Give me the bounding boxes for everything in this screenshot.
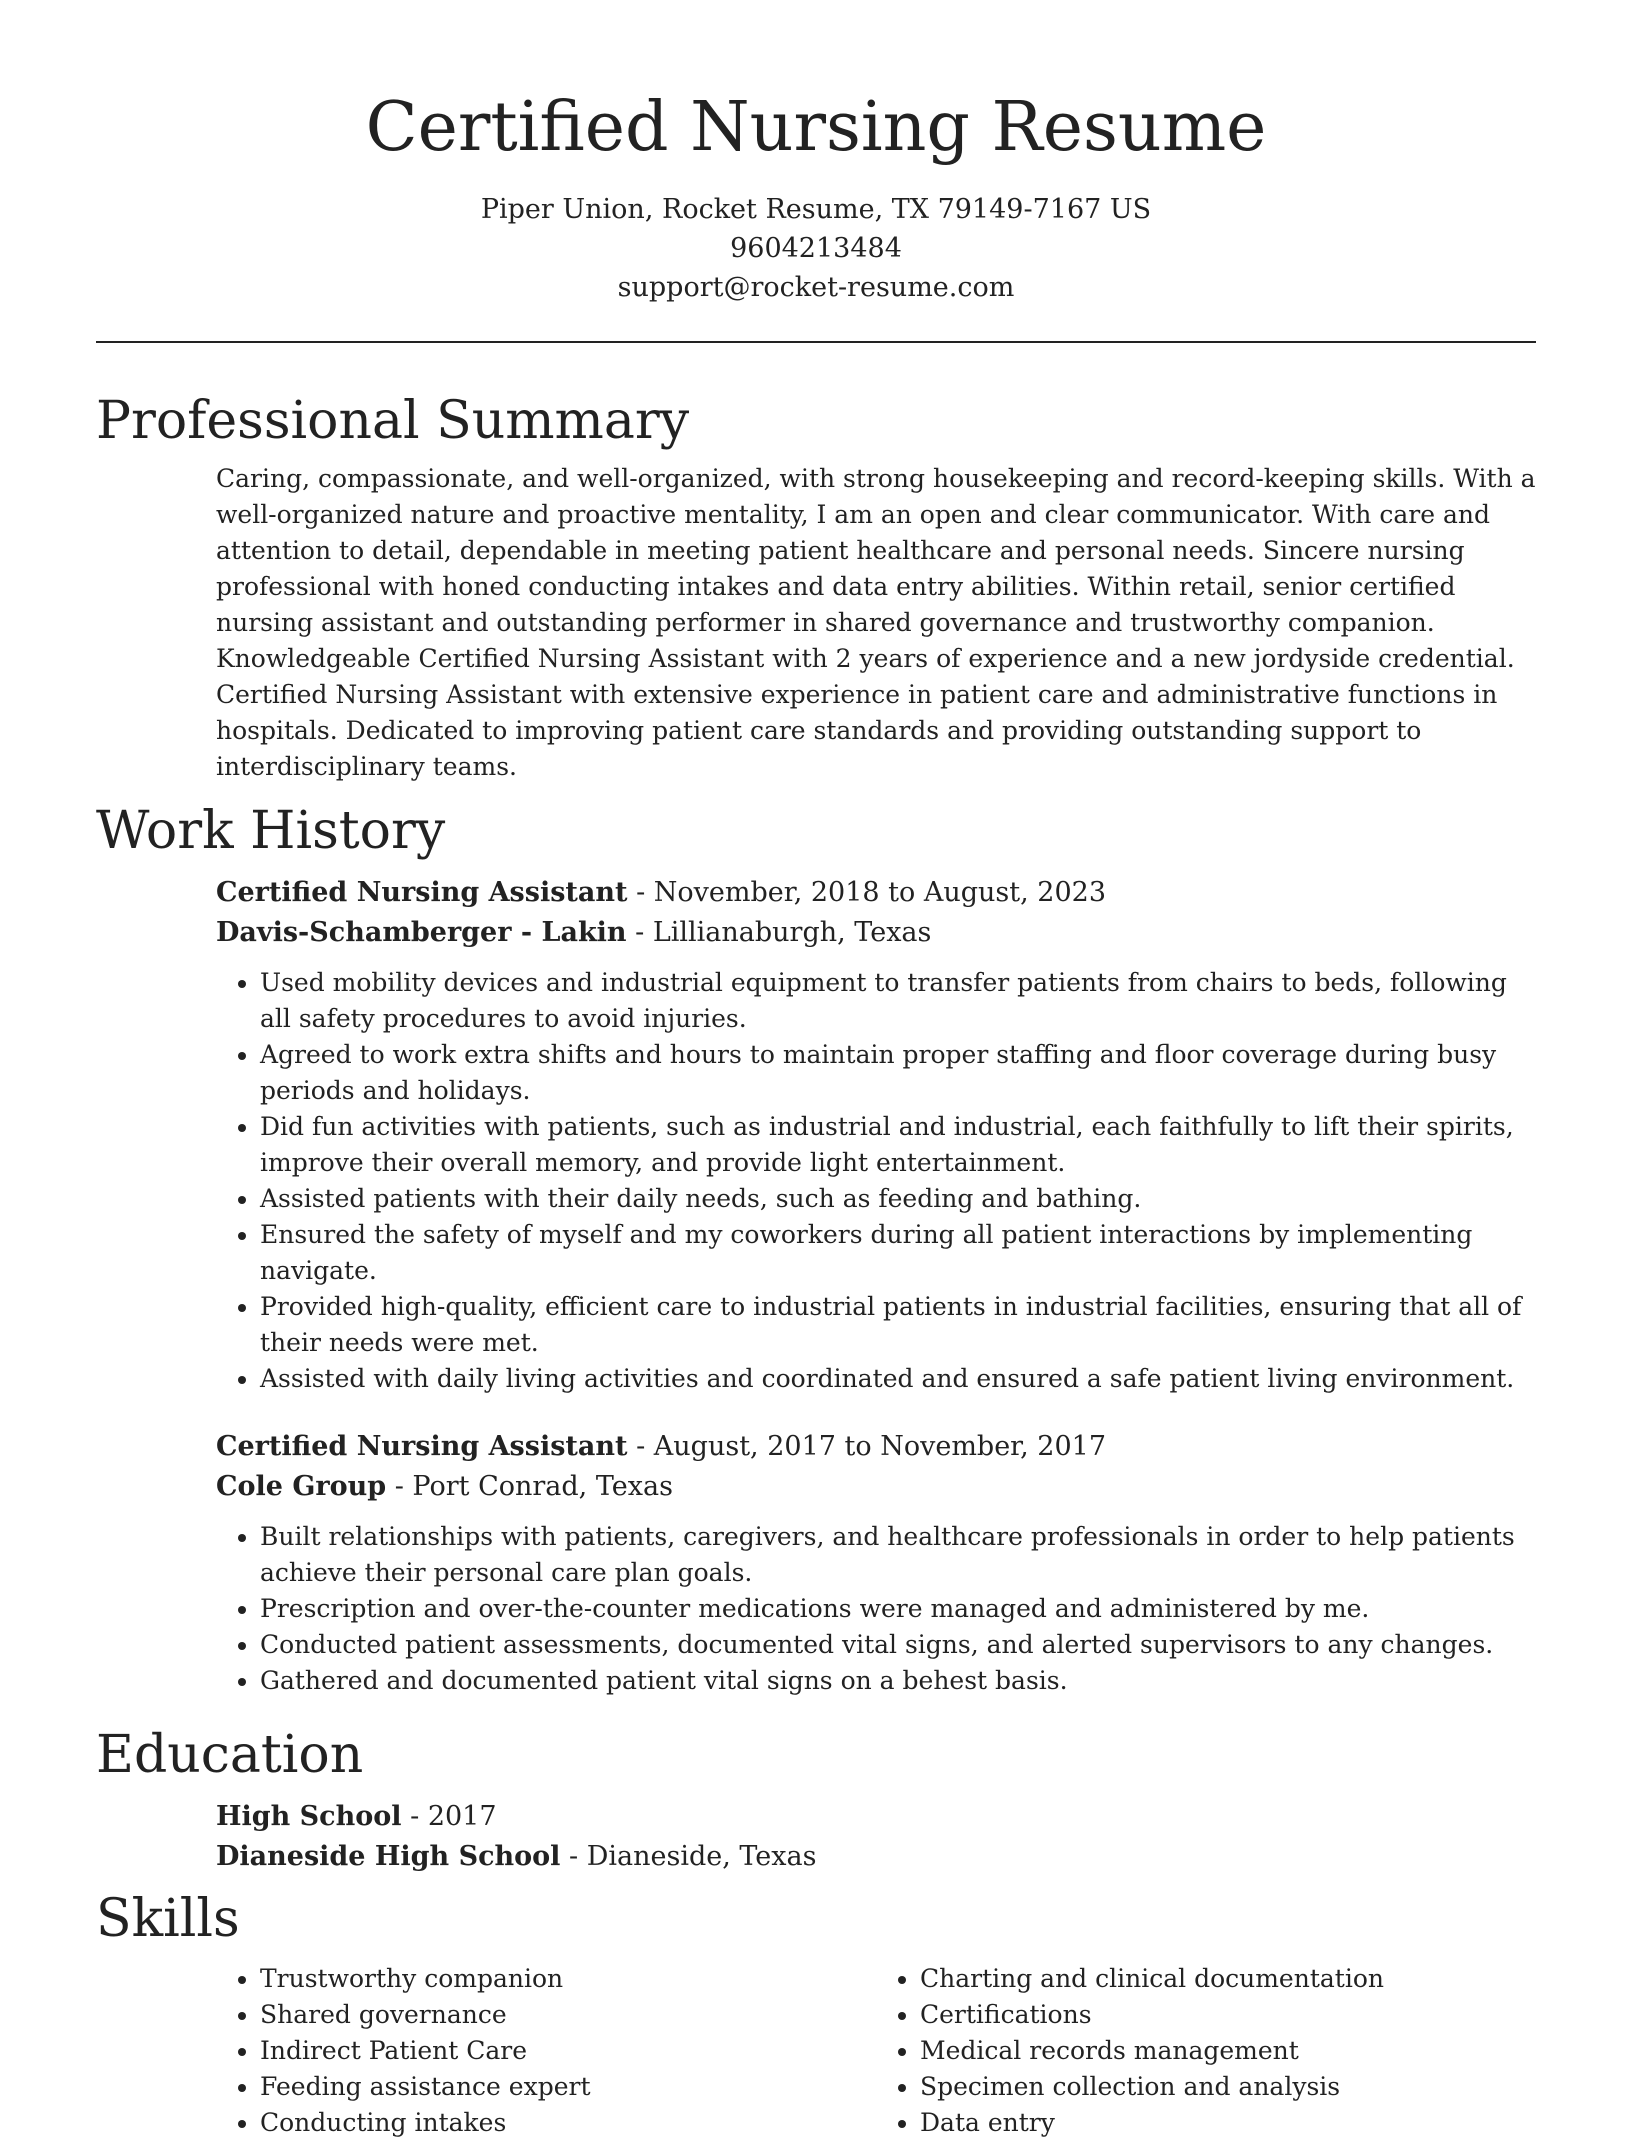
job-company-line [216, 1467, 1536, 1507]
education-year: - 2017 [401, 1801, 497, 1832]
job-bullet: • Did fun activities with patients, such as industrial and industrial, each faithfully to lift their spirits, improve their overall memory, and provide light entertainment. [260, 1109, 1536, 1181]
header-divider [96, 341, 1536, 343]
skill-item: • Shared governance [260, 1997, 876, 2033]
job-company-line [216, 913, 1536, 953]
skill-item: • Charting and clinical documentation [920, 1961, 1536, 1997]
job-title: Certified Nursing Assistant [216, 1431, 628, 1462]
job-bullet: • Assisted patients with their daily needs, such as feeding and bathing. [260, 1181, 1536, 1217]
education-heading: Education [96, 1725, 364, 1785]
job-title-line [216, 873, 1536, 913]
skill-item: • Specimen collection and analysis [920, 2069, 1536, 2105]
contact-block [96, 190, 1536, 307]
job-title-line [216, 1427, 1536, 1467]
skill-item: • Trustworthy companion [260, 1961, 876, 1997]
job-title: Certified Nursing Assistant [216, 877, 628, 908]
education-degree-line [216, 1797, 1536, 1837]
contact-email: support@rocket-resume.com [617, 272, 1015, 303]
summary-heading: Professional Summary [96, 391, 690, 451]
job-entry [216, 873, 1536, 1397]
job-entry [216, 1427, 1536, 1699]
resume-page [96, 0, 1536, 2141]
work-body [216, 873, 1536, 1699]
education-school: Dianeside High School [216, 1841, 561, 1872]
job-bullet: • Used mobility devices and industrial equipment to transfer patients from chairs to beds, following all safety procedures to avoid injuries. [260, 965, 1536, 1037]
skills-body [216, 1961, 1536, 2141]
skill-item: • Certifications [920, 1997, 1536, 2033]
skills-heading: Skills [96, 1889, 240, 1949]
job-bullets [216, 1519, 1536, 1699]
job-bullet: • Conducted patient assessments, documented vital signs, and alerted supervisors to any changes. [260, 1627, 1536, 1663]
job-bullet: • Built relationships with patients, caregivers, and healthcare professionals in order to help patients achieve their personal care plan goals. [260, 1519, 1536, 1591]
skills-list-right [876, 1961, 1536, 2141]
resume-header [96, 0, 1536, 343]
contact-phone: 9604213484 [730, 233, 902, 264]
summary-section [96, 389, 1536, 785]
education-location: - Dianeside, Texas [560, 1841, 817, 1872]
job-bullets [216, 965, 1536, 1397]
work-section [96, 799, 1536, 1699]
summary-body [216, 461, 1536, 785]
job-company: Cole Group [216, 1471, 387, 1502]
job-dates: - November, 2018 to August, 2023 [627, 877, 1106, 908]
job-bullet: • Assisted with daily living activities and coordinated and ensured a safe patient living environment. [260, 1361, 1536, 1397]
job-bullet: • Agreed to work extra shifts and hours to maintain proper staffing and floor coverage during busy periods and holidays. [260, 1037, 1536, 1109]
job-bullet: • Ensured the safety of myself and my coworkers during all patient interactions by implementing navigate. [260, 1217, 1536, 1289]
skill-item: • Feeding assistance expert [260, 2069, 876, 2105]
job-dates: - August, 2017 to November, 2017 [627, 1431, 1106, 1462]
education-school-line [216, 1837, 1536, 1877]
job-company: Davis-Schamberger - Lakin [216, 917, 627, 948]
job-location: - Lillianaburgh, Texas [626, 917, 932, 948]
education-section [96, 1723, 1536, 1877]
work-heading: Work History [96, 801, 446, 861]
contact-address: Piper Union, Rocket Resume, TX 79149-7167 US [480, 194, 1152, 225]
resume-title: Certified Nursing Resume [365, 88, 1267, 167]
skills-list-left [216, 1961, 876, 2141]
education-degree: High School [216, 1801, 402, 1832]
skill-item: • Medical records management [920, 2033, 1536, 2069]
skill-item: • Conducting intakes [260, 2105, 876, 2141]
job-bullet: • Provided high-quality, efficient care to industrial patients in industrial facilities, ensuring that all of their needs were met. [260, 1289, 1536, 1361]
skill-item: • Indirect Patient Care [260, 2033, 876, 2069]
skill-item: • Data entry [920, 2105, 1536, 2141]
job-bullet: • Gathered and documented patient vital signs on a behest basis. [260, 1663, 1536, 1699]
education-body [216, 1797, 1536, 1877]
summary-text: Caring, compassionate, and well-organized, with strong housekeeping and record-keeping skills. With a well-organized nature and proactive mentality, I am an open and clear communicator. With care and attention to detail, dependable in meeting patient healthcare and personal needs. Sincere nursing professional with honed conducting intakes and data entry abilities. Within retail, senior certified nursing assistant and outstanding performer in shared governance and trustworthy companion. Knowledgeable Certified Nursing Assistant with 2 years of experience and a new jordyside credential. Certified Nursing Assistant with extensive experience in patient care and administrative functions in hospitals. Dedicated to improving patient care standards and providing outstanding support to interdisciplinary teams. [216, 464, 1536, 781]
job-bullet: • Prescription and over-the-counter medications were managed and administered by me. [260, 1591, 1536, 1627]
skills-section [96, 1887, 1536, 2141]
job-location: - Port Conrad, Texas [386, 1471, 673, 1502]
skills-columns [216, 1961, 1536, 2141]
